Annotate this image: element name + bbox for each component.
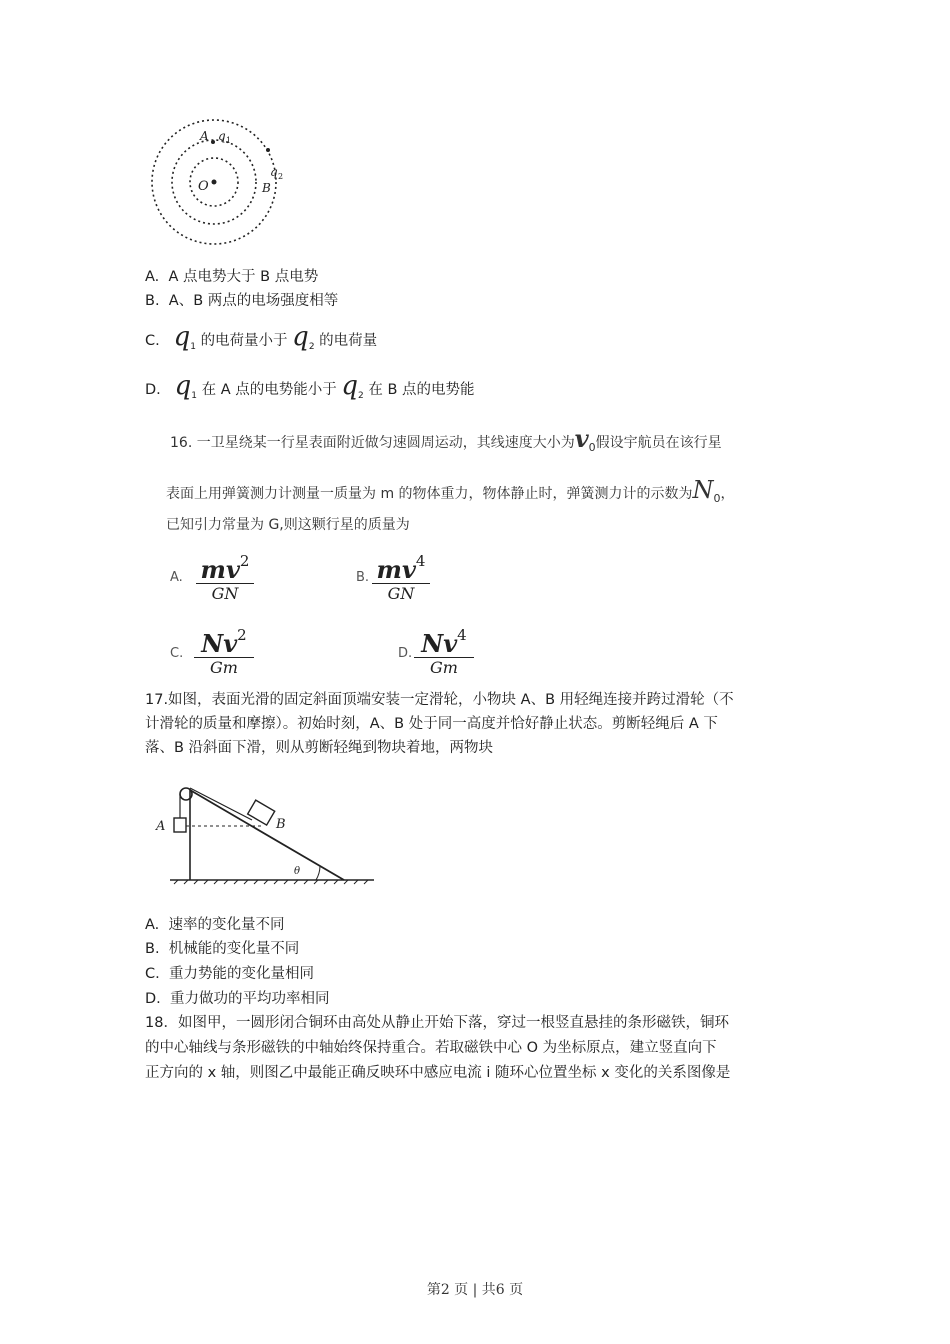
label-o: O <box>198 179 209 194</box>
q15-option-b: B. A、B 两点的电场强度相等 <box>145 293 339 309</box>
q15-option-a: A. A 点电势大于 B 点电势 <box>145 269 319 285</box>
charge-q2-point <box>266 148 270 152</box>
label-q2: q <box>270 165 278 179</box>
q17-stem-line-2: 计滑轮的质量和摩擦）。初始时刻，A、B 处于同一高度并恰好静止状态。剪断轻绳后 A 下 <box>145 716 718 732</box>
page-footer: 第2 页 | 共6 页 <box>426 1282 524 1298</box>
label-q1: q <box>218 129 226 143</box>
q16-option-b-label: B. <box>356 570 370 585</box>
q16-option-a-label: A. <box>170 570 183 585</box>
concentric-field-figure <box>140 118 290 258</box>
q16-line-1: 16. 一卫星绕某一行星表面附近做匀速圆周运动，其线速度大小为$v_0$假设宇航员在该行星 <box>170 424 722 454</box>
block-b <box>248 800 275 825</box>
label-theta: θ <box>294 866 301 877</box>
center-point-o <box>212 180 217 185</box>
q16-line-2: 表面上用弹簧测力计测量一质量为 m 的物体重力，物体静止时，弹簧测力计的示数为$N_0$， <box>166 476 735 505</box>
point-a <box>211 140 215 144</box>
symbol-q2: q <box>292 322 309 352</box>
q17-option-d: D. 重力做功的平均功率相同 <box>145 991 330 1007</box>
incline-surface <box>190 790 344 880</box>
label-q2-sub: 2 <box>278 172 284 181</box>
q18-stem-line-2: 的中心轴线与条形磁铁的中轴始终保持重合。若取磁铁中心 O 为坐标原点，建立竖直向下 <box>145 1040 717 1056</box>
angle-arc <box>316 866 320 880</box>
q17-option-a: A. 速率的变化量不同 <box>145 917 285 933</box>
block-a <box>174 818 186 832</box>
q18-stem-line-3: 正方向的 x 轴，则图乙中最能正确反映环中感应电流 i 随环心位置坐标 x 变化的关系图像是 <box>145 1065 731 1081</box>
q15-option-d: D. $q_1$ 在 A 点的电势能小于 $q_2$ 在 B 点的电势能 <box>145 371 475 401</box>
q18-stem-line-1: 18．如图甲，一圆形闭合铜环由高处从静止开始下落，穿过一根竖直悬挂的条形磁铁，铜环 <box>145 1015 729 1031</box>
q17-stem-line-3: 落、B 沿斜面下滑，则从剪断轻绳到物块着地，两物块 <box>145 740 494 756</box>
label-a: A <box>200 129 209 143</box>
symbol-q2: q <box>341 371 359 401</box>
q16-option-d-fraction: Nv$^4$ Gm <box>414 622 474 678</box>
symbol-n0: N <box>692 476 714 504</box>
q17-option-c: C. 重力势能的变化量相同 <box>145 966 314 982</box>
label-a: A <box>156 819 166 834</box>
incline-pulley-figure <box>140 776 380 894</box>
label-q1-sub: 1 <box>226 136 232 145</box>
q17-stem-line-1: 17.如图，表面光滑的固定斜面顶端安装一定滑轮，小物块 A、B 用轻绳连接并跨过滑轮（不 <box>145 692 734 708</box>
q16-option-d-label: D. <box>398 646 413 661</box>
q16-option-b-fraction: $mv^4$ GN <box>372 548 430 604</box>
q16-option-c-label: C. <box>170 646 184 661</box>
symbol-v0: v <box>574 424 589 453</box>
q16-option-a-fraction: $mv^2$ GN <box>196 548 254 604</box>
q16-line-3: 已知引力常量为 G,则这颗行星的质量为 <box>166 517 410 533</box>
symbol-q1: q <box>173 322 191 352</box>
q15-option-c: C. $q_1$ 的电荷量小于 $q_2$ 的电荷量 <box>145 322 378 352</box>
q17-option-b: B. 机械能的变化量不同 <box>145 941 300 957</box>
label-b: B <box>276 817 286 832</box>
symbol-q1: q <box>174 371 192 401</box>
rope-b <box>190 788 252 820</box>
label-b: B <box>262 181 271 195</box>
q16-option-c-fraction: Nv$^2$ Gm <box>194 622 254 678</box>
